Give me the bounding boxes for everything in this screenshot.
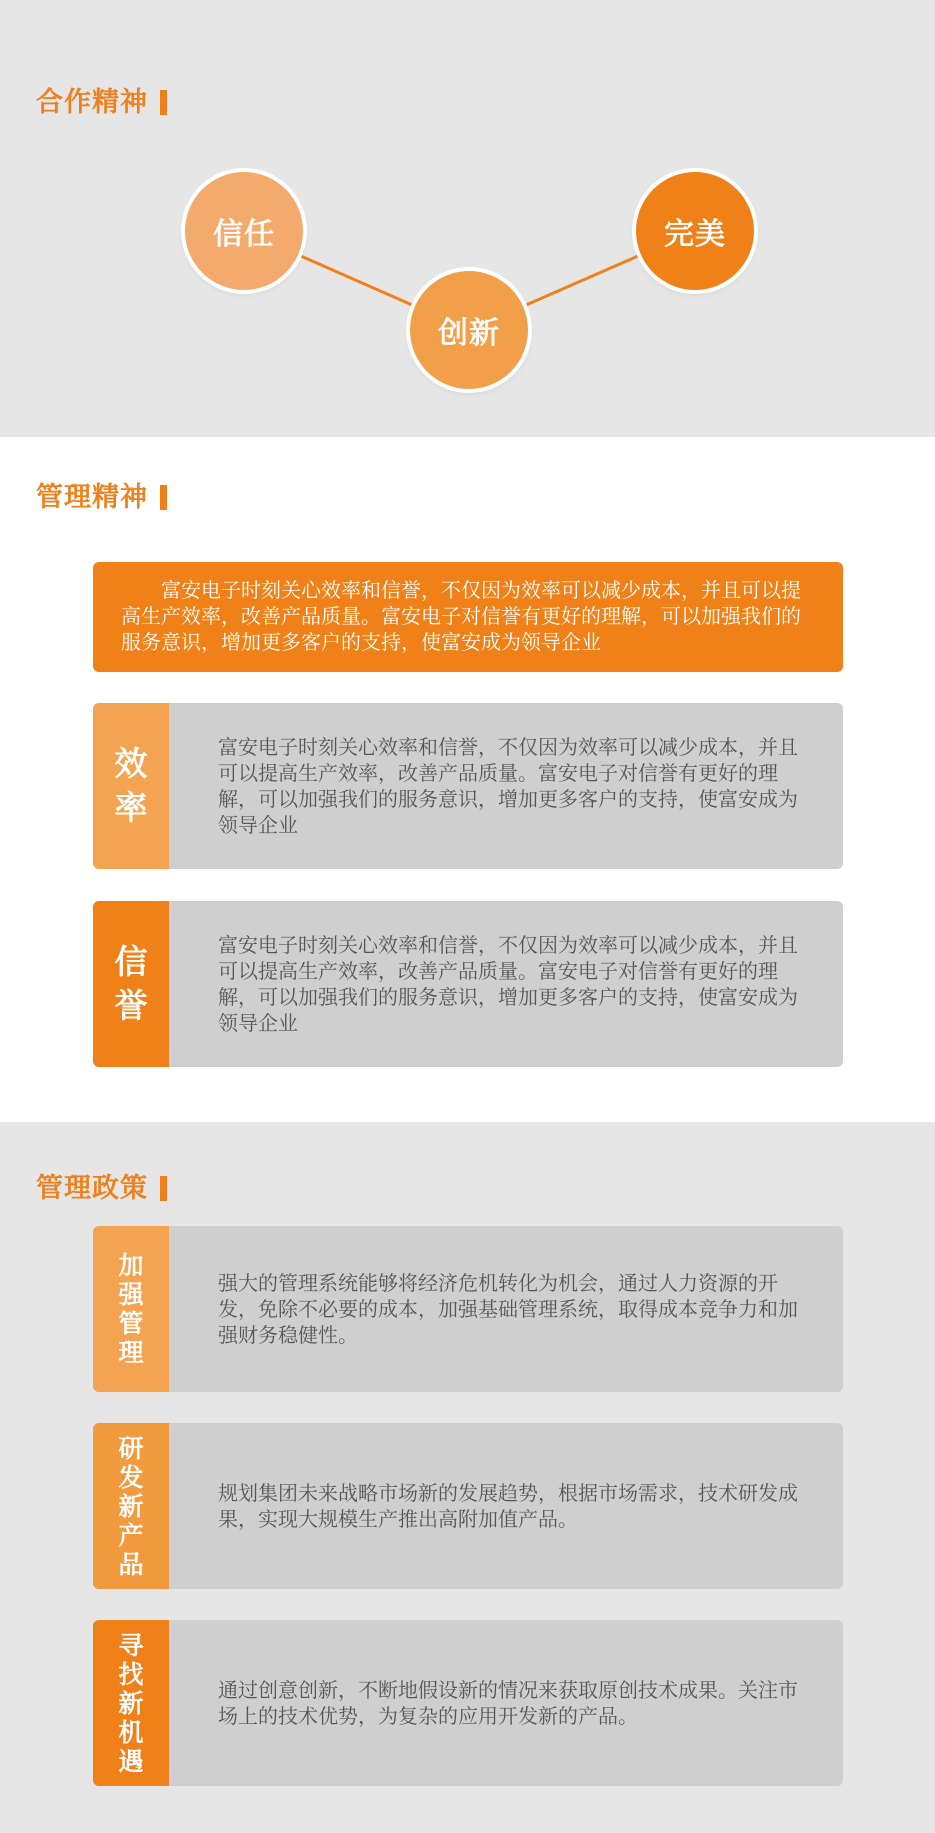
tag-char: 产	[118, 1520, 144, 1550]
tag-char: 新	[118, 1491, 144, 1521]
card-tag	[93, 1226, 169, 1392]
tag-char: 机	[118, 1717, 144, 1747]
card-tag	[93, 1620, 169, 1786]
card-efficiency	[93, 703, 843, 869]
circle-trust: 信任	[185, 172, 303, 290]
heading-accent-bar	[160, 485, 167, 510]
card-tag	[93, 901, 169, 1067]
card-text: 强大的管理系统能够将经济危机转化为机会，通过人力资源的开发，免除不必要的成本，加强基础管理系统，取得成本竞争力和加强财务稳健性。	[218, 1271, 798, 1347]
tag-char: 加	[118, 1251, 144, 1280]
section-title: 合作精神	[36, 87, 148, 118]
spirit-banner: 富安电子时刻关心效率和信誉，不仅因为效率可以减少成本，并且可以提高生产效率，改善产品质量。富安电子对信誉有更好的理解，可以加强我们的服务意识，增加更多客户的支持，使富安成为领导企业	[93, 562, 843, 672]
tag-char: 研	[118, 1433, 144, 1463]
tag-char: 率	[114, 788, 148, 827]
card-strengthen-management	[93, 1226, 843, 1392]
tag-char: 寻	[118, 1630, 144, 1660]
cooperation-section	[0, 0, 935, 437]
circle-innovation: 创新	[410, 271, 528, 389]
tag-char: 找	[118, 1659, 144, 1689]
section-heading	[36, 1172, 167, 1206]
section-title: 管理政策	[36, 1173, 148, 1204]
circle-perfection: 完美	[636, 172, 754, 290]
card-new-product-rd	[93, 1423, 843, 1589]
tag-char: 管	[118, 1309, 144, 1338]
card-text: 通过创意创新，不断地假设新的情况来获取原创技术成果。关注市场上的技术优势，为复杂的应用开发新的产品。	[218, 1678, 798, 1728]
card-text: 富安电子时刻关心效率和信誉，不仅因为效率可以减少成本，并且可以提高生产效率，改善产品质量。富安电子对信誉有更好的理解，可以加强我们的服务意识，增加更多客户的支持，使富安成为领导企业	[218, 735, 798, 837]
section-title: 管理精神	[36, 482, 148, 513]
card-text: 规划集团未来战略市场新的发展趋势，根据市场需求，技术研发成果，实现大规模生产推出高附加值产品。	[218, 1481, 798, 1531]
card-new-opportunities	[93, 1620, 843, 1786]
tag-char: 效	[114, 744, 148, 783]
card-text: 富安电子时刻关心效率和信誉，不仅因为效率可以减少成本，并且可以提高生产效率，改善产品质量。富安电子对信誉有更好的理解，可以加强我们的服务意识，增加更多客户的支持，使富安成为领导企业	[218, 933, 798, 1035]
tag-char: 新	[118, 1688, 144, 1718]
tag-char: 誉	[114, 986, 148, 1025]
tag-char: 强	[118, 1280, 144, 1309]
heading-accent-bar	[160, 1176, 167, 1201]
section-heading	[36, 481, 167, 515]
tag-char: 信	[114, 942, 148, 981]
tag-char: 发	[118, 1462, 144, 1492]
tag-char: 品	[118, 1549, 144, 1579]
tag-char: 遇	[118, 1746, 144, 1776]
tag-char: 理	[118, 1338, 144, 1367]
card-tag	[93, 1423, 169, 1589]
card-reputation	[93, 901, 843, 1067]
card-tag	[93, 703, 169, 869]
